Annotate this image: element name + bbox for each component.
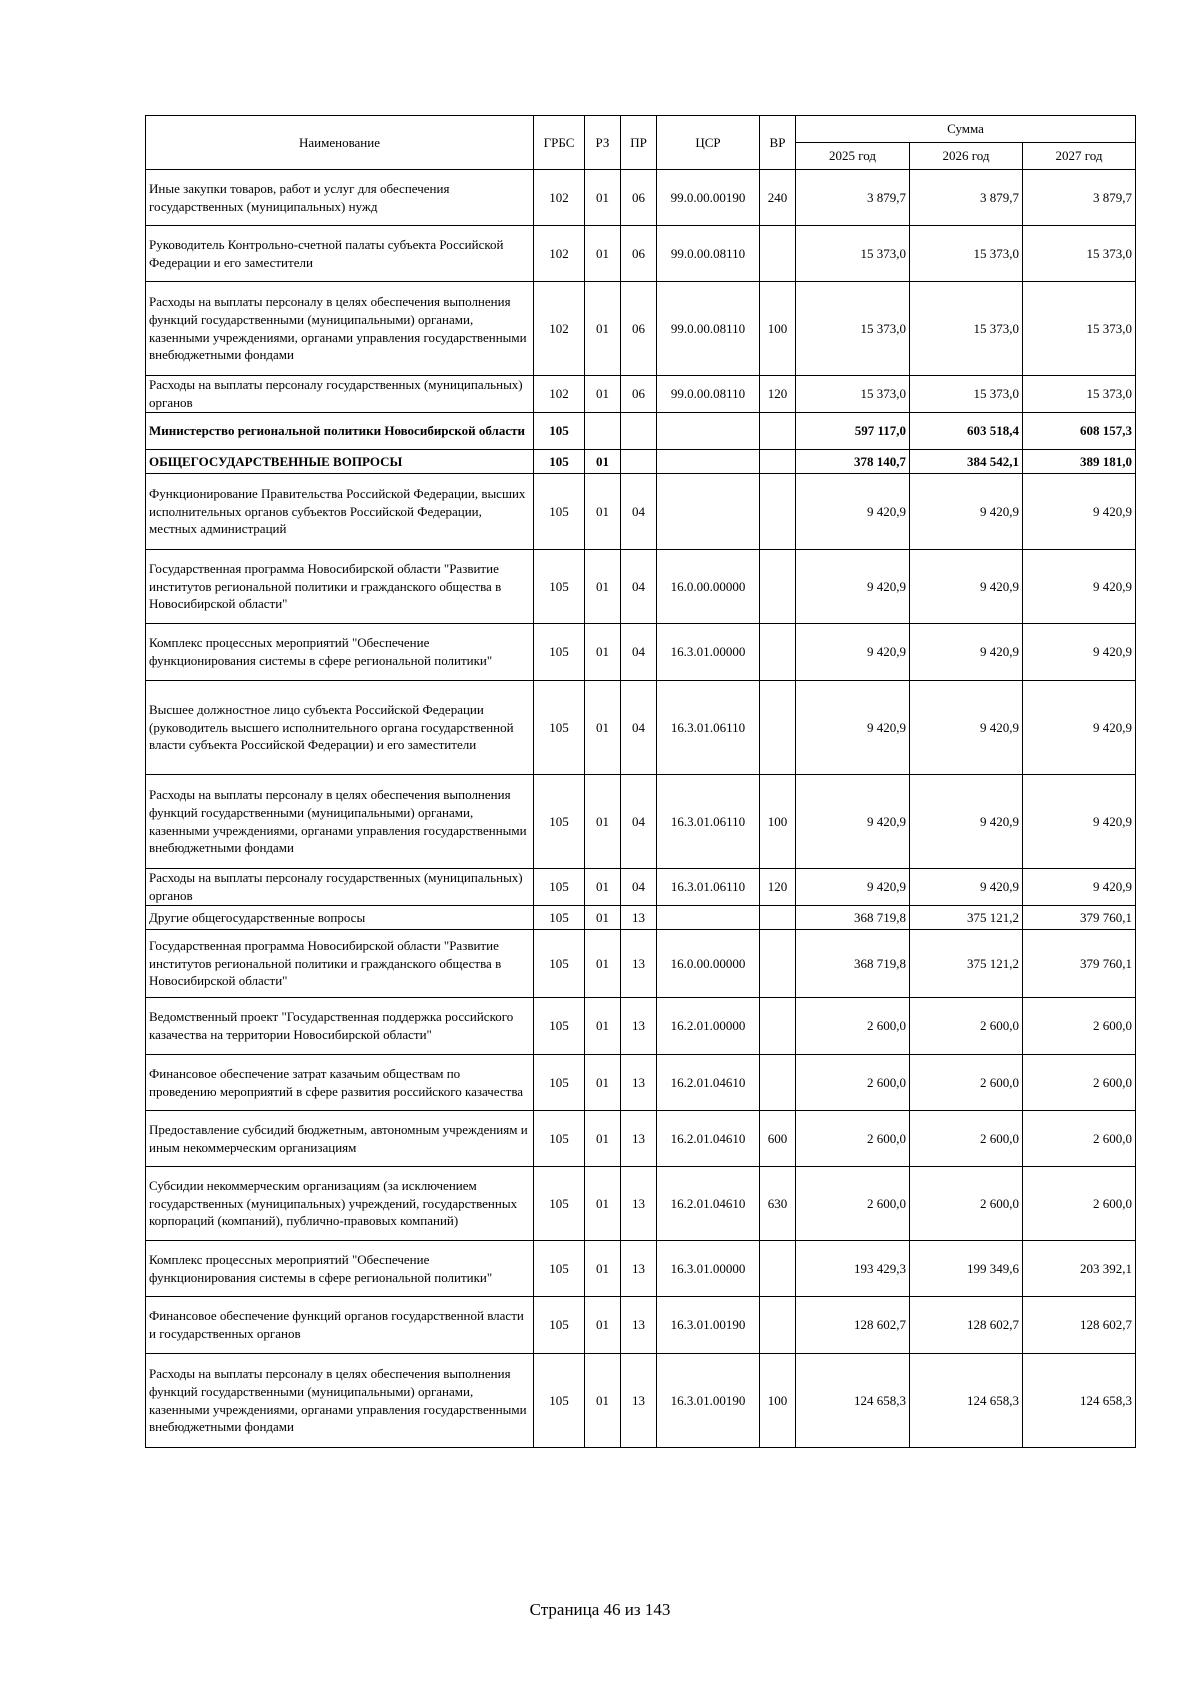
row-name: Финансовое обеспечение затрат казачьим обществам по проведению мероприятий в сфере развития российского казачества — [146, 1055, 534, 1111]
header-pr: ПР — [621, 116, 657, 170]
row-sum-2027: 9 420,9 — [1023, 474, 1136, 550]
row-csr — [657, 474, 760, 550]
header-year-2025: 2025 год — [796, 143, 910, 170]
row-pr: 06 — [621, 376, 657, 413]
row-sum-2027: 379 760,1 — [1023, 906, 1136, 930]
row-sum-2027: 608 157,3 — [1023, 413, 1136, 450]
row-vr — [760, 1297, 796, 1354]
row-csr: 16.3.01.06110 — [657, 869, 760, 906]
row-sum-2026: 199 349,6 — [910, 1241, 1023, 1297]
row-vr — [760, 550, 796, 624]
row-pr: 13 — [621, 906, 657, 930]
row-vr — [760, 1241, 796, 1297]
header-year-2026: 2026 год — [910, 143, 1023, 170]
row-sum-2025: 3 879,7 — [796, 170, 910, 226]
row-rz: 01 — [585, 282, 621, 376]
row-vr: 630 — [760, 1167, 796, 1241]
row-vr — [760, 226, 796, 282]
row-sum-2027: 9 420,9 — [1023, 550, 1136, 624]
budget-table — [145, 115, 1136, 1448]
row-sum-2026: 9 420,9 — [910, 550, 1023, 624]
header-csr: ЦСР — [657, 116, 760, 170]
row-sum-2025: 9 420,9 — [796, 624, 910, 681]
row-pr: 06 — [621, 282, 657, 376]
row-vr: 100 — [760, 1354, 796, 1448]
row-name: Ведомственный проект "Государственная поддержка российского казачества на территории Новосибирской области" — [146, 998, 534, 1055]
row-name: Функционирование Правительства Российской Федерации, высших исполнительных органов субъектов Российской Федерации, местных администраций — [146, 474, 534, 550]
row-rz: 01 — [585, 226, 621, 282]
table-row — [146, 282, 1136, 376]
row-vr — [760, 1055, 796, 1111]
row-sum-2027: 2 600,0 — [1023, 1111, 1136, 1167]
row-csr — [657, 413, 760, 450]
row-sum-2027: 2 600,0 — [1023, 1167, 1136, 1241]
table-row — [146, 550, 1136, 624]
table-row — [146, 376, 1136, 413]
row-grbs: 105 — [534, 413, 585, 450]
row-rz: 01 — [585, 170, 621, 226]
row-grbs: 102 — [534, 170, 585, 226]
row-rz: 01 — [585, 624, 621, 681]
row-vr — [760, 930, 796, 998]
row-grbs: 105 — [534, 869, 585, 906]
row-sum-2026: 9 420,9 — [910, 474, 1023, 550]
row-rz: 01 — [585, 1297, 621, 1354]
row-name: Расходы на выплаты персоналу в целях обеспечения выполнения функций государственными (муниципальными) органами, казенными учреждениями, органами управления государственными внебюджетными фондами — [146, 775, 534, 869]
row-vr: 120 — [760, 869, 796, 906]
table-row — [146, 775, 1136, 869]
row-pr: 04 — [621, 681, 657, 775]
header-vr: ВР — [760, 116, 796, 170]
row-name: Комплекс процессных мероприятий "Обеспечение функционирования системы в сфере региональной политики" — [146, 624, 534, 681]
row-sum-2025: 15 373,0 — [796, 282, 910, 376]
row-sum-2027: 2 600,0 — [1023, 1055, 1136, 1111]
row-csr: 16.3.01.00190 — [657, 1297, 760, 1354]
row-sum-2026: 9 420,9 — [910, 869, 1023, 906]
row-sum-2027: 15 373,0 — [1023, 226, 1136, 282]
row-csr — [657, 450, 760, 474]
row-sum-2025: 2 600,0 — [796, 998, 910, 1055]
row-csr: 16.3.01.06110 — [657, 775, 760, 869]
row-sum-2025: 9 420,9 — [796, 869, 910, 906]
table-row — [146, 170, 1136, 226]
row-sum-2025: 368 719,8 — [796, 906, 910, 930]
row-sum-2026: 15 373,0 — [910, 282, 1023, 376]
table-row — [146, 1241, 1136, 1297]
row-sum-2026: 2 600,0 — [910, 1111, 1023, 1167]
row-rz: 01 — [585, 775, 621, 869]
row-rz: 01 — [585, 550, 621, 624]
row-name: Государственная программа Новосибирской области "Развитие институтов региональной политики и гражданского общества в Новосибирской области" — [146, 550, 534, 624]
row-sum-2027: 124 658,3 — [1023, 1354, 1136, 1448]
row-csr: 16.3.01.06110 — [657, 681, 760, 775]
row-pr — [621, 413, 657, 450]
row-sum-2027: 9 420,9 — [1023, 775, 1136, 869]
row-sum-2027: 128 602,7 — [1023, 1297, 1136, 1354]
row-grbs: 105 — [534, 681, 585, 775]
row-name: Субсидии некоммерческим организациям (за исключением государственных (муниципальных) учреждений, государственных корпораций (компаний), публично-правовых компаний) — [146, 1167, 534, 1241]
row-name: Финансовое обеспечение функций органов государственной власти и государственных органов — [146, 1297, 534, 1354]
table-row — [146, 1297, 1136, 1354]
row-name: Расходы на выплаты персоналу государственных (муниципальных) органов — [146, 869, 534, 906]
row-csr: 16.3.01.00000 — [657, 624, 760, 681]
row-grbs: 105 — [534, 906, 585, 930]
row-pr: 13 — [621, 1241, 657, 1297]
row-sum-2027: 15 373,0 — [1023, 282, 1136, 376]
row-csr: 99.0.00.00190 — [657, 170, 760, 226]
row-sum-2026: 375 121,2 — [910, 906, 1023, 930]
row-name: Расходы на выплаты персоналу в целях обеспечения выполнения функций государственными (муниципальными) органами, казенными учреждениями, органами управления государственными внебюджетными фондами — [146, 282, 534, 376]
row-name: Предоставление субсидий бюджетным, автономным учреждениям и иным некоммерческим организациям — [146, 1111, 534, 1167]
row-sum-2027: 203 392,1 — [1023, 1241, 1136, 1297]
row-name: Расходы на выплаты персоналу государственных (муниципальных) органов — [146, 376, 534, 413]
row-csr: 16.0.00.00000 — [657, 550, 760, 624]
row-rz: 01 — [585, 1055, 621, 1111]
row-rz: 01 — [585, 869, 621, 906]
row-grbs: 105 — [534, 1297, 585, 1354]
row-sum-2027: 389 181,0 — [1023, 450, 1136, 474]
page-number: Страница 46 из 143 — [529, 1600, 671, 1619]
row-pr: 04 — [621, 550, 657, 624]
row-rz: 01 — [585, 930, 621, 998]
row-pr: 13 — [621, 1297, 657, 1354]
row-vr — [760, 906, 796, 930]
row-sum-2026: 124 658,3 — [910, 1354, 1023, 1448]
row-grbs: 105 — [534, 775, 585, 869]
row-sum-2026: 9 420,9 — [910, 624, 1023, 681]
row-csr: 16.3.01.00000 — [657, 1241, 760, 1297]
row-name: Иные закупки товаров, работ и услуг для обеспечения государственных (муниципальных) нужд — [146, 170, 534, 226]
row-sum-2026: 2 600,0 — [910, 1167, 1023, 1241]
row-sum-2025: 15 373,0 — [796, 226, 910, 282]
row-sum-2027: 15 373,0 — [1023, 376, 1136, 413]
row-csr: 16.2.01.04610 — [657, 1167, 760, 1241]
row-csr: 16.2.01.04610 — [657, 1055, 760, 1111]
table-row — [146, 413, 1136, 450]
row-pr: 13 — [621, 998, 657, 1055]
row-rz: 01 — [585, 1167, 621, 1241]
row-vr — [760, 624, 796, 681]
row-csr — [657, 906, 760, 930]
row-rz: 01 — [585, 450, 621, 474]
row-sum-2026: 15 373,0 — [910, 376, 1023, 413]
header-name: Наименование — [146, 116, 534, 170]
row-grbs: 105 — [534, 1241, 585, 1297]
header-year-2027: 2027 год — [1023, 143, 1136, 170]
row-sum-2025: 193 429,3 — [796, 1241, 910, 1297]
row-name: Министерство региональной политики Новосибирской области — [146, 413, 534, 450]
row-grbs: 105 — [534, 1055, 585, 1111]
row-csr: 99.0.00.08110 — [657, 282, 760, 376]
table-row — [146, 474, 1136, 550]
table-row — [146, 998, 1136, 1055]
row-sum-2025: 2 600,0 — [796, 1167, 910, 1241]
row-sum-2025: 368 719,8 — [796, 930, 910, 998]
table-header — [146, 116, 1136, 170]
table-row — [146, 869, 1136, 906]
row-vr — [760, 681, 796, 775]
row-grbs: 102 — [534, 376, 585, 413]
row-grbs: 105 — [534, 1167, 585, 1241]
row-pr: 13 — [621, 1111, 657, 1167]
row-pr: 13 — [621, 930, 657, 998]
row-csr: 16.2.01.00000 — [657, 998, 760, 1055]
row-vr — [760, 474, 796, 550]
row-pr: 06 — [621, 170, 657, 226]
row-rz: 01 — [585, 906, 621, 930]
row-grbs: 102 — [534, 226, 585, 282]
row-pr: 04 — [621, 775, 657, 869]
row-name: Государственная программа Новосибирской области "Развитие институтов региональной политики и гражданского общества в Новосибирской области" — [146, 930, 534, 998]
row-sum-2027: 9 420,9 — [1023, 624, 1136, 681]
row-sum-2027: 9 420,9 — [1023, 869, 1136, 906]
row-sum-2025: 15 373,0 — [796, 376, 910, 413]
row-csr: 99.0.00.08110 — [657, 376, 760, 413]
table-row — [146, 226, 1136, 282]
row-csr: 16.2.01.04610 — [657, 1111, 760, 1167]
table-row — [146, 450, 1136, 474]
row-rz: 01 — [585, 1111, 621, 1167]
table-row — [146, 930, 1136, 998]
row-sum-2025: 378 140,7 — [796, 450, 910, 474]
row-rz: 01 — [585, 681, 621, 775]
row-grbs: 102 — [534, 282, 585, 376]
row-pr: 04 — [621, 869, 657, 906]
row-name: Руководитель Контрольно-счетной палаты субъекта Российской Федерации и его заместители — [146, 226, 534, 282]
row-rz: 01 — [585, 1354, 621, 1448]
row-rz: 01 — [585, 474, 621, 550]
row-sum-2027: 379 760,1 — [1023, 930, 1136, 998]
row-vr: 600 — [760, 1111, 796, 1167]
row-grbs: 105 — [534, 1111, 585, 1167]
row-sum-2026: 384 542,1 — [910, 450, 1023, 474]
header-rz: РЗ — [585, 116, 621, 170]
table-row — [146, 1167, 1136, 1241]
row-sum-2025: 2 600,0 — [796, 1111, 910, 1167]
row-name: ОБЩЕГОСУДАРСТВЕННЫЕ ВОПРОСЫ — [146, 450, 534, 474]
row-vr — [760, 450, 796, 474]
row-name: Расходы на выплаты персоналу в целях обеспечения выполнения функций государственными (муниципальными) органами, казенными учреждениями, органами управления государственными внебюджетными фондами — [146, 1354, 534, 1448]
row-pr: 04 — [621, 624, 657, 681]
row-name: Высшее должностное лицо субъекта Российской Федерации (руководитель высшего исполнительного органа государственной власти субъекта Российской Федерации) и его заместители — [146, 681, 534, 775]
row-vr: 100 — [760, 282, 796, 376]
row-csr: 16.3.01.00190 — [657, 1354, 760, 1448]
row-sum-2026: 9 420,9 — [910, 775, 1023, 869]
row-sum-2025: 2 600,0 — [796, 1055, 910, 1111]
row-rz: 01 — [585, 998, 621, 1055]
row-rz — [585, 413, 621, 450]
row-grbs: 105 — [534, 930, 585, 998]
row-grbs: 105 — [534, 450, 585, 474]
row-sum-2026: 128 602,7 — [910, 1297, 1023, 1354]
row-pr — [621, 450, 657, 474]
table-row — [146, 624, 1136, 681]
row-sum-2027: 9 420,9 — [1023, 681, 1136, 775]
row-sum-2026: 375 121,2 — [910, 930, 1023, 998]
row-pr: 13 — [621, 1167, 657, 1241]
row-grbs: 105 — [534, 624, 585, 681]
row-sum-2026: 3 879,7 — [910, 170, 1023, 226]
row-sum-2026: 2 600,0 — [910, 1055, 1023, 1111]
row-vr — [760, 413, 796, 450]
row-sum-2027: 2 600,0 — [1023, 998, 1136, 1055]
table-row — [146, 1111, 1136, 1167]
row-sum-2026: 2 600,0 — [910, 998, 1023, 1055]
row-csr: 16.0.00.00000 — [657, 930, 760, 998]
row-sum-2027: 3 879,7 — [1023, 170, 1136, 226]
row-rz: 01 — [585, 1241, 621, 1297]
row-name: Другие общегосударственные вопросы — [146, 906, 534, 930]
row-pr: 13 — [621, 1055, 657, 1111]
table-body — [146, 170, 1136, 1448]
row-sum-2026: 603 518,4 — [910, 413, 1023, 450]
row-sum-2025: 124 658,3 — [796, 1354, 910, 1448]
row-csr: 99.0.00.08110 — [657, 226, 760, 282]
row-grbs: 105 — [534, 998, 585, 1055]
row-sum-2025: 597 117,0 — [796, 413, 910, 450]
row-pr: 13 — [621, 1354, 657, 1448]
row-name: Комплекс процессных мероприятий "Обеспечение функционирования системы в сфере региональной политики" — [146, 1241, 534, 1297]
table-row — [146, 906, 1136, 930]
row-sum-2025: 9 420,9 — [796, 681, 910, 775]
row-pr: 04 — [621, 474, 657, 550]
row-grbs: 105 — [534, 1354, 585, 1448]
header-sum: Сумма — [796, 116, 1136, 143]
row-vr: 120 — [760, 376, 796, 413]
row-vr — [760, 998, 796, 1055]
table-row — [146, 1055, 1136, 1111]
row-pr: 06 — [621, 226, 657, 282]
row-grbs: 105 — [534, 474, 585, 550]
row-rz: 01 — [585, 376, 621, 413]
row-sum-2025: 128 602,7 — [796, 1297, 910, 1354]
row-grbs: 105 — [534, 550, 585, 624]
row-sum-2025: 9 420,9 — [796, 474, 910, 550]
row-vr: 100 — [760, 775, 796, 869]
row-sum-2026: 15 373,0 — [910, 226, 1023, 282]
header-grbs: ГРБС — [534, 116, 585, 170]
table-row — [146, 1354, 1136, 1448]
row-sum-2025: 9 420,9 — [796, 550, 910, 624]
row-vr: 240 — [760, 170, 796, 226]
table-row — [146, 681, 1136, 775]
row-sum-2025: 9 420,9 — [796, 775, 910, 869]
row-sum-2026: 9 420,9 — [910, 681, 1023, 775]
